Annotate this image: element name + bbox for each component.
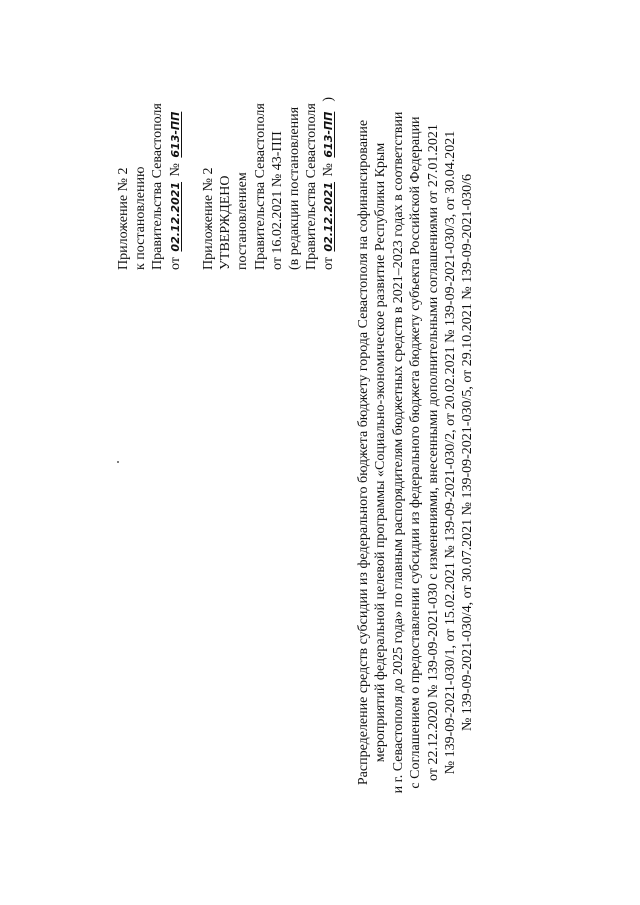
approval-line-7: Правительства Севастополя	[304, 103, 320, 270]
approval-number-prefix: №	[321, 163, 337, 177]
approval-date-handwritten: 02.12.2021	[322, 181, 336, 252]
appendix-date-prefix: от	[167, 257, 183, 270]
approval-line-3: постановлением	[235, 172, 251, 270]
appendix-date-handwritten: 02.12.2021	[168, 181, 182, 252]
appendix-line-1: Приложение № 2	[116, 167, 131, 270]
approval-line-2: УТВЕРЖДЕНО	[218, 175, 234, 270]
approval-line-1: Приложение № 2	[201, 167, 216, 270]
appendix-number-prefix: №	[167, 163, 183, 177]
title-line: от 22.12.2020 № 139-09-2021-030 с изменениями, внесенными дополнительными соглашениями от 27.01.2021	[425, 124, 441, 781]
approval-line-4: Правительства Севастополя	[252, 103, 268, 270]
appendix-number-handwritten: 613-ПП	[168, 111, 182, 158]
approval-closing-paren: )	[321, 96, 337, 102]
title-line: Распределение средств субсидии из федерального бюджета бюджету города Севастополя на софинансирование	[356, 119, 371, 786]
document-title	[355, 0, 477, 905]
appendix-line-3: Правительства Севастополя	[150, 103, 166, 270]
approval-date-line	[320, 97, 337, 270]
approval-number-handwritten: 613-ПП	[322, 111, 336, 158]
approval-line-5: от 16.02.2021 № 43-ПП	[269, 131, 285, 270]
approval-line-6: (в редакции постановления	[287, 106, 303, 270]
appendix-header	[115, 103, 184, 270]
approval-date-prefix: от	[321, 257, 337, 270]
approval-block	[200, 97, 338, 270]
title-line: № 139-09-2021-030/4, от 30.07.2021 № 139-09-2021-030/5, от 29.10.2021 № 139-09-2021-030/6	[460, 173, 476, 732]
title-line: и г. Севастополя до 2025 года» по главным распорядителям бюджетных средств в 2021–2023 годах в соответствии	[390, 111, 406, 794]
appendix-date-line	[167, 103, 184, 270]
appendix-line-2: к постановлению	[133, 166, 149, 270]
title-line: мероприятий федеральной целевой программы «Социально-экономическое развитие Республики Крым	[373, 142, 389, 763]
title-line: № 139-09-2021-030/1, от 15.02.2021 № 139-09-2021-030/2, от 20.02.2021 № 139-09-2021-030/3, от 30.04.2021	[443, 130, 459, 775]
title-line: с Соглашением о предоставлении субсидии из федерального бюджета бюджету субъекта Российской Федерации	[408, 116, 424, 789]
